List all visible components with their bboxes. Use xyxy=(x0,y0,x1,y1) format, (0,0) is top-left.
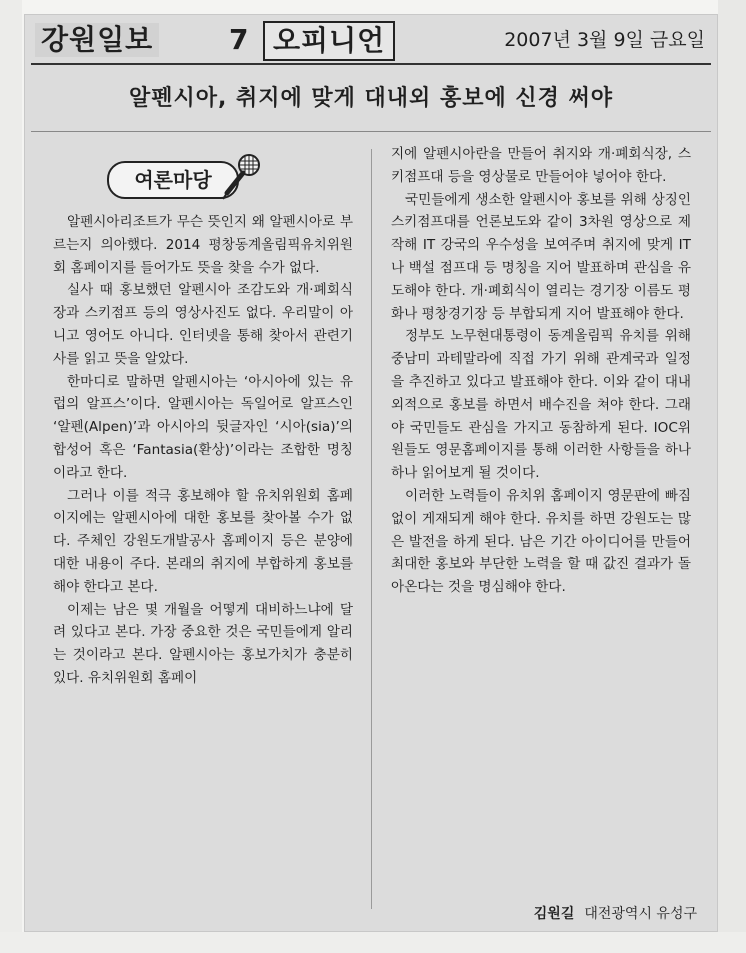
column-badge-label: 여론마당 xyxy=(107,161,239,199)
author-byline xyxy=(25,903,697,923)
section-title: 오피니언 xyxy=(263,21,395,61)
newspaper-clipping xyxy=(24,14,718,932)
article-column-left xyxy=(53,211,353,690)
paragraph: 정부도 노무현대통령이 동계올림픽 유치를 위해 중남미 과테말라에 직접 가기 위해 관계국과 일정을 추진하고 있다고 발표해야 한다. 이와 같이 대내외적으로 홍보를 하면서 배수진을 쳐야 한다. 그래야 국민들도 관심을 가지고 동참하게 된다. IOC위원들도 영문홈페이지를 통해 이러한 사항들을 하나하나 읽어보게 될 것이다. xyxy=(391,328,691,482)
paragraph: 실사 때 홍보했던 알펜시아 조감도와 개·폐회식장과 스키점프 등의 영상사진도 없다. 우리말이 아니고 영어도 아니다. 인터넷을 통해 찾아서 관련기사를 읽고 뜻을 알았다. xyxy=(53,282,353,367)
column-badge xyxy=(107,153,261,201)
article-column-right xyxy=(391,143,691,599)
scan-margin-left xyxy=(0,0,22,953)
masthead-rule xyxy=(31,63,711,65)
page-number: 7 xyxy=(229,23,249,56)
scan-margin-right xyxy=(718,0,746,953)
author-name: 김원길 xyxy=(533,906,575,922)
paragraph: 지에 알펜시아란을 만들어 취지와 개·폐회식장, 스키점프대 등을 영상물로 만들어야 넣어야 한다. xyxy=(391,146,691,185)
paragraph: 그러나 이를 적극 홍보해야 할 유치위원회 홈페이지에는 알펜시아에 대한 홍보를 찾아볼 수가 없다. 주체인 강원도개발공사 홈페이지 등은 분양에 대한 내용이 주다. 본래의 취지에 부합하게 홍보를 해야 한다고 본다. xyxy=(53,487,353,595)
author-location: 대전광역시 유성구 xyxy=(584,906,697,922)
microphone-icon xyxy=(219,153,263,201)
publication-date: 2007년 3월 9일 금요일 xyxy=(504,29,705,51)
paragraph: 알펜시아리조트가 무슨 뜻인지 왜 알펜시아로 부르는지 의아했다. 2014 평창동계올림픽유치위원회 홈페이지를 들어가도 뜻을 찾을 수가 없다. xyxy=(53,214,353,276)
masthead xyxy=(31,21,711,59)
scan-margin-bottom xyxy=(0,932,746,953)
paragraph: 국민들에게 생소한 알펜시아 홍보를 위해 상징인 스키점프대를 언론보도와 같이 3차원 영상으로 제작해 IT 강국의 우수성을 보여주며 취지에 맞게 IT나 백설 점프대 등 명칭을 지어 발표하며 관심을 유도해야 한다. 개·폐회식이 열리는 경기장 이름도 평화나 평창경기장 등 부합되게 지어 발표해야 한다. xyxy=(391,191,691,322)
paragraph: 한마디로 말하면 알펜시아는 ‘아시아에 있는 유럽의 알프스’이다. 알펜시아는 독일어로 알프스인 ‘알펜(Alpen)’과 아시아의 뒷글자인 ‘시아(sia)’의 합성어 혹은 ‘Fantasia(환상)’이라는 조합한 명칭이라고 한다. xyxy=(53,373,353,481)
headline-rule xyxy=(31,131,711,132)
paragraph: 이러한 노력들이 유치위 홈페이지 영문판에 빠짐없이 게재되게 해야 한다. 유치를 하면 강원도는 많은 발전을 하게 된다. 남은 기간 아이디어를 만들어 최대한 홍보와 부단한 노력을 할 때 값진 결과가 돌아온다는 것을 명심해야 한다. xyxy=(391,487,691,596)
newspaper-name: 강원일보 xyxy=(35,23,159,57)
article-headline: 알펜시아, 취지에 맞게 대내외 홍보에 신경 써야 xyxy=(128,86,614,111)
column-divider xyxy=(371,149,372,909)
paragraph: 이제는 남은 몇 개월을 어떻게 대비하느냐에 달려 있다고 본다. 가장 중요한 것은 국민들에게 알리는 것이라고 본다. 알펜시아는 홍보가치가 충분히 있다. 유치위원회 홈페이 xyxy=(53,601,353,686)
